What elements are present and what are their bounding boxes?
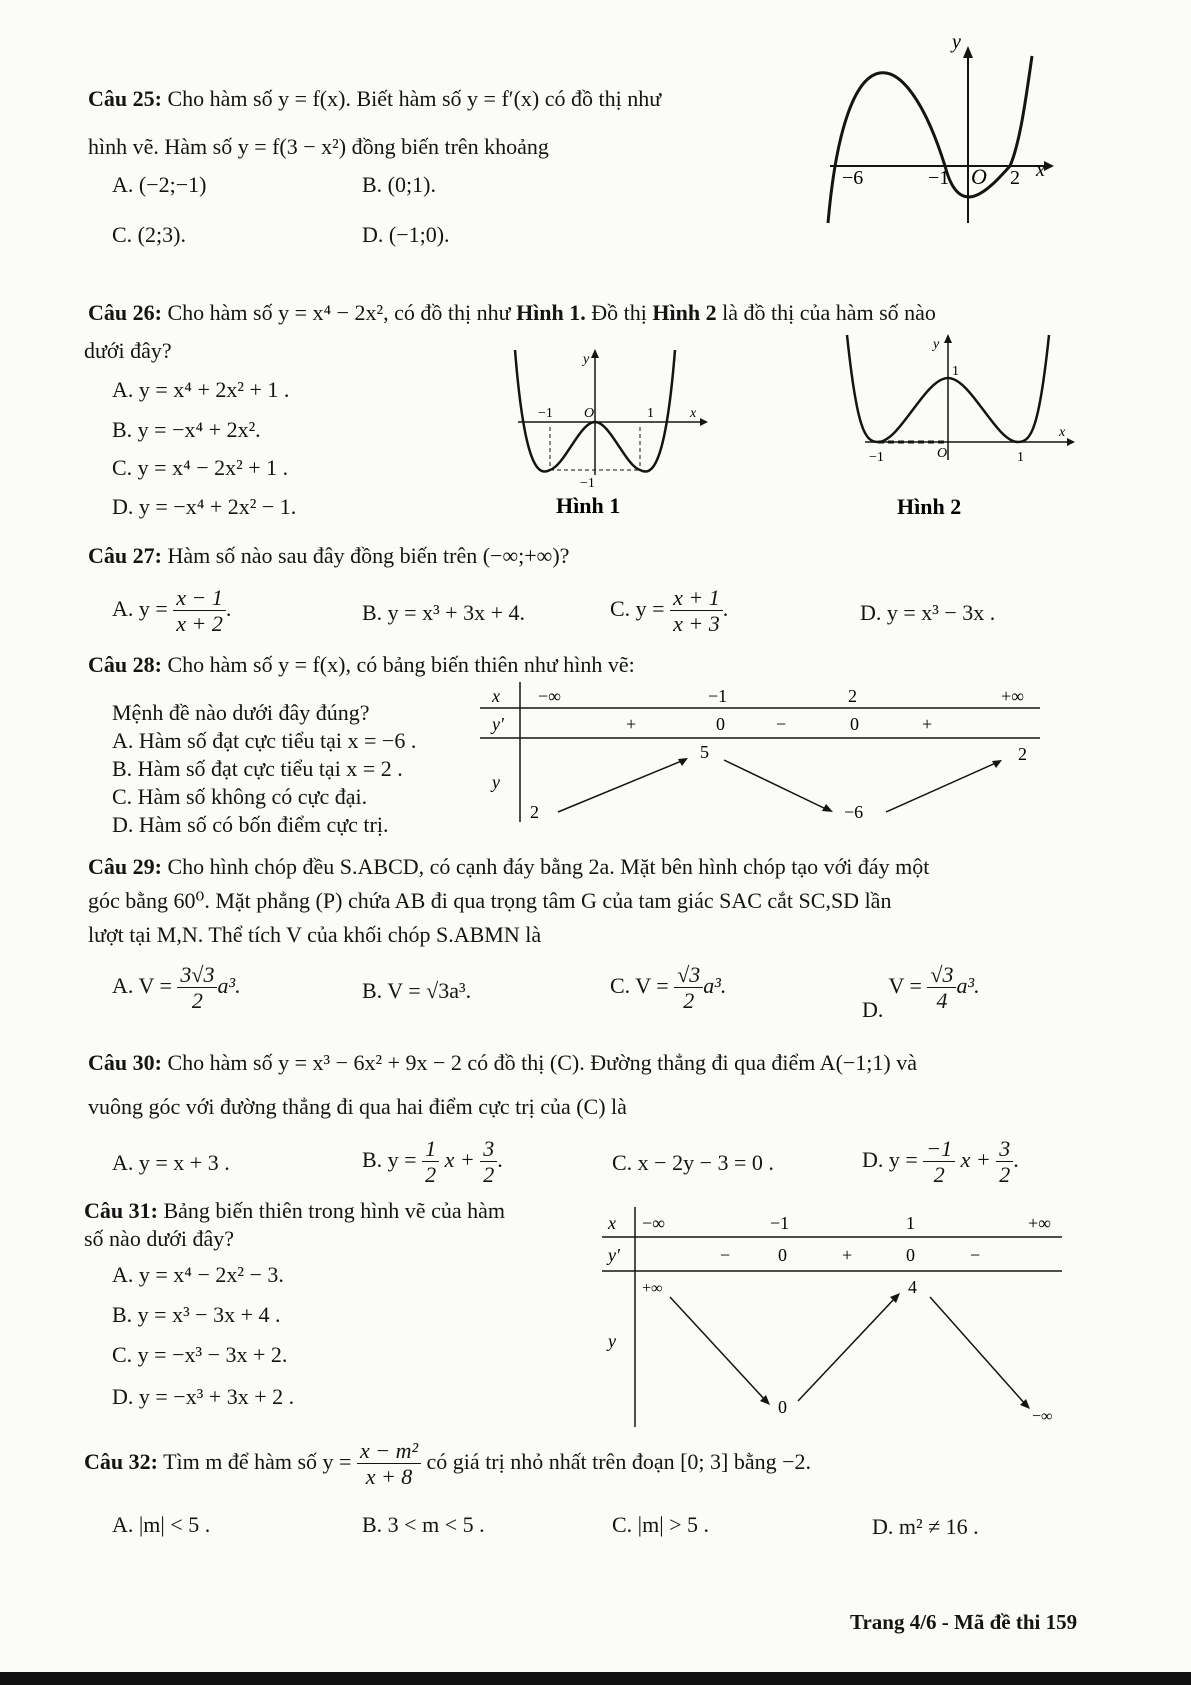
value-plus-inf: +∞ [642, 1280, 663, 1297]
q30-option-b: B. y = $\frac{1}{2}$ x + $\frac{3}{2}$ . [362, 1136, 503, 1188]
tick-minus-1: −1 [538, 406, 553, 421]
q31-variation-table [600, 1205, 1065, 1430]
x-plus-inf: +∞ [1028, 1213, 1051, 1233]
q25-line2: hình vẽ. Hàm số y = f(3 − x²) đồng biến trên khoảng [88, 134, 549, 159]
q29-option-b: B. V = √3a³. [362, 978, 472, 1003]
q31-line1: Câu 31: Bảng biến thiên trong hình vẽ của hàm [84, 1198, 505, 1223]
tick-2: 2 [1010, 167, 1020, 189]
q25-option-b: B. (0;1). [362, 172, 436, 197]
q29-option-d: D. V = $\frac{√3}{4}$ a³. [862, 962, 980, 1022]
value-minus-inf: −∞ [1032, 1408, 1053, 1425]
x-minus-inf: −∞ [642, 1213, 665, 1233]
q29-line1: Câu 29: Cho hình chóp đều S.ABCD, có cạnh đáy bằng 2a. Mặt bên hình chóp tạo với đáy một [88, 854, 930, 879]
arrow-down-2 [930, 1297, 1026, 1405]
zero-2: 0 [850, 714, 859, 734]
bottom-edge-bar [0, 1672, 1191, 1685]
q30-line1: Câu 30: Cho hàm số y = x³ − 6x² + 9x − 2 có đồ thị (C). Đường thẳng đi qua điểm A(−1;1) và [88, 1050, 917, 1075]
value-4: 4 [908, 1277, 917, 1297]
sign-3: − [970, 1245, 981, 1265]
tick-1: 1 [647, 406, 654, 421]
x-minus-1: −1 [770, 1213, 790, 1233]
q28-prompt: Mệnh đề nào dưới đây đúng? [112, 700, 370, 725]
tick-minus-1: −1 [928, 167, 950, 189]
q28-variation-table [478, 680, 1043, 825]
q30-line2: vuông góc với đường thẳng đi qua hai điểm cực trị của (C) là [88, 1094, 627, 1119]
value-2-right: 2 [1018, 744, 1027, 764]
row-x-label: x [608, 1213, 616, 1233]
arrow-up-2 [886, 762, 998, 812]
q26-figure-2 [845, 330, 1075, 525]
row-y-label: y [608, 1331, 616, 1351]
zero-2: 0 [906, 1245, 915, 1265]
row-x-label: x [492, 686, 500, 706]
q27-option-b: B. y = x³ + 3x + 4. [362, 600, 525, 625]
q26-option-b: B. y = −x⁴ + 2x². [112, 417, 261, 442]
q31-option-b: B. y = x³ − 3x + 4 . [112, 1302, 281, 1327]
q26-option-d: D. y = −x⁴ + 2x² − 1. [112, 494, 297, 519]
q32-line1: Câu 32: Tìm m để hàm số y = $\frac{\text{x − m²}}{x + 8}$ có giá trị nhỏ nhất trên đoạn [0; 3] bằng −2. [84, 1438, 812, 1490]
q25-option-c: C. (2;3). [112, 222, 186, 247]
q31-option-d: D. y = −x³ + 3x + 2 . [112, 1384, 295, 1409]
q28-option-b: B. Hàm số đạt cực tiểu tại x = 2 . [112, 756, 403, 781]
arrow-down-1 [670, 1297, 766, 1401]
sign-2: − [776, 714, 787, 734]
sign-2: + [842, 1245, 853, 1265]
q32-option-a: A. |m| < 5 . [112, 1512, 211, 1537]
y-label: y [933, 337, 940, 352]
q28-option-d: D. Hàm số có bốn điểm cực trị. [112, 812, 389, 837]
q31-option-a: A. y = x⁴ − 2x² − 3. [112, 1262, 284, 1287]
tick-minus-6: −6 [842, 167, 864, 189]
q25-derivative-graph [820, 38, 1060, 228]
x-axis-arrow [700, 418, 708, 426]
arrow-up [798, 1297, 896, 1401]
arrow-down [724, 760, 828, 810]
q29-option-a: A. V = $\frac{3√3}{2}$ a³. [112, 962, 241, 1014]
q26-figure-1 [510, 345, 710, 525]
q26-option-a: A. y = x⁴ + 2x² + 1 . [112, 377, 290, 402]
page-footer: Trang 4/6 - Mã đề thi 159 [850, 1610, 1078, 1634]
q30-option-d: D. y = $\frac{-1}{2}$ x + $\frac{3}{2}$ . [862, 1136, 1019, 1188]
q31-line2: số nào dưới đây? [84, 1226, 235, 1251]
row-yprime-label: y′ [492, 714, 504, 734]
row-yprime-label: y′ [608, 1245, 620, 1265]
x-label: x [690, 406, 697, 421]
y-axis-arrow [944, 334, 952, 343]
sign-1: + [626, 714, 637, 734]
value-minus-6: −6 [844, 802, 864, 822]
y-label: y [952, 38, 961, 53]
tick-y-minus-1: −1 [580, 476, 595, 491]
y-axis-arrow [963, 46, 973, 58]
y-label: y [583, 352, 590, 367]
x-minus-1: −1 [708, 686, 728, 706]
zero-1: 0 [716, 714, 725, 734]
q32-option-d: D. m² ≠ 16 . [872, 1514, 979, 1539]
x-minus-inf: −∞ [538, 686, 561, 706]
q30-option-c: C. x − 2y − 3 = 0 . [612, 1150, 774, 1175]
figure-2-caption: Hình 2 [897, 494, 962, 519]
q26-option-c: C. y = x⁴ − 2x² + 1 . [112, 455, 289, 480]
x-2: 2 [848, 686, 857, 706]
value-2-left: 2 [530, 802, 539, 822]
value-0: 0 [778, 1397, 787, 1417]
q30-option-a: A. y = x + 3 . [112, 1150, 230, 1175]
q31-option-c: C. y = −x³ − 3x + 2. [112, 1342, 288, 1367]
row-y-label: y [492, 772, 500, 792]
q27-line1: Câu 27: Hàm số nào sau đây đồng biến trên (−∞;+∞)? [88, 543, 570, 568]
x-axis-arrow [1067, 438, 1075, 446]
q28-line1: Câu 28: Cho hàm số y = f(x), có bảng biến thiên như hình vẽ: [88, 652, 635, 677]
sign-1: − [720, 1245, 731, 1265]
q27-option-a: A. y = $\frac{x - 1}{x + 2}$ . [112, 585, 232, 637]
tick-minus-1: −1 [869, 450, 884, 465]
q28-option-c: C. Hàm số không có cực đại. [112, 784, 368, 809]
arrow-up-1 [558, 760, 684, 812]
q32-option-b: B. 3 < m < 5 . [362, 1512, 485, 1537]
derivative-curve [828, 56, 1032, 223]
x-plus-inf: +∞ [1001, 686, 1024, 706]
figure-1-caption: Hình 1 [556, 493, 621, 518]
origin-label: O [971, 164, 987, 189]
value-5: 5 [700, 742, 709, 762]
q29-line3: lượt tại M,N. Thể tích V của khối chóp S.ABMN là [88, 922, 542, 947]
q25-option-d: D. (−1;0). [362, 222, 450, 247]
zero-1: 0 [778, 1245, 787, 1265]
q25-line1: Câu 25: Cho hàm số y = f(x). Biết hàm số y = f′(x) có đồ thị như [88, 86, 662, 111]
q27-option-d: D. y = x³ − 3x . [860, 600, 996, 625]
q28-option-a: A. Hàm số đạt cực tiểu tại x = −6 . [112, 728, 417, 753]
tick-y-1: 1 [952, 364, 959, 379]
x-axis-arrow [1044, 161, 1054, 171]
y-axis-arrow [591, 349, 599, 358]
origin-label: O [584, 406, 595, 421]
q32-option-c: C. |m| > 5 . [612, 1512, 710, 1537]
x-label: x [1036, 159, 1045, 181]
origin-label: O [937, 446, 948, 461]
x-label: x [1059, 425, 1066, 440]
sign-3: + [922, 714, 933, 734]
tick-1: 1 [1017, 450, 1024, 465]
q25-option-a: A. (−2;−1) [112, 172, 207, 197]
q29-option-c: C. V = $\frac{√3}{2}$ a³. [610, 962, 727, 1014]
q29-line2: góc bằng 60⁰. Mặt phẳng (P) chứa AB đi qua trọng tâm G của tam giác SAC cắt SC,SD lần [88, 888, 892, 913]
q26-line2: dưới đây? [84, 338, 172, 363]
q26-line1: Câu 26: Cho hàm số y = x⁴ − 2x², có đồ thị như Hình 1. Đồ thị Hình 2 là đồ thị của hàm số nào [88, 300, 936, 325]
x-1: 1 [906, 1213, 915, 1233]
q27-option-c: C. y = $\frac{x + 1}{x + 3}$ . [610, 585, 729, 637]
